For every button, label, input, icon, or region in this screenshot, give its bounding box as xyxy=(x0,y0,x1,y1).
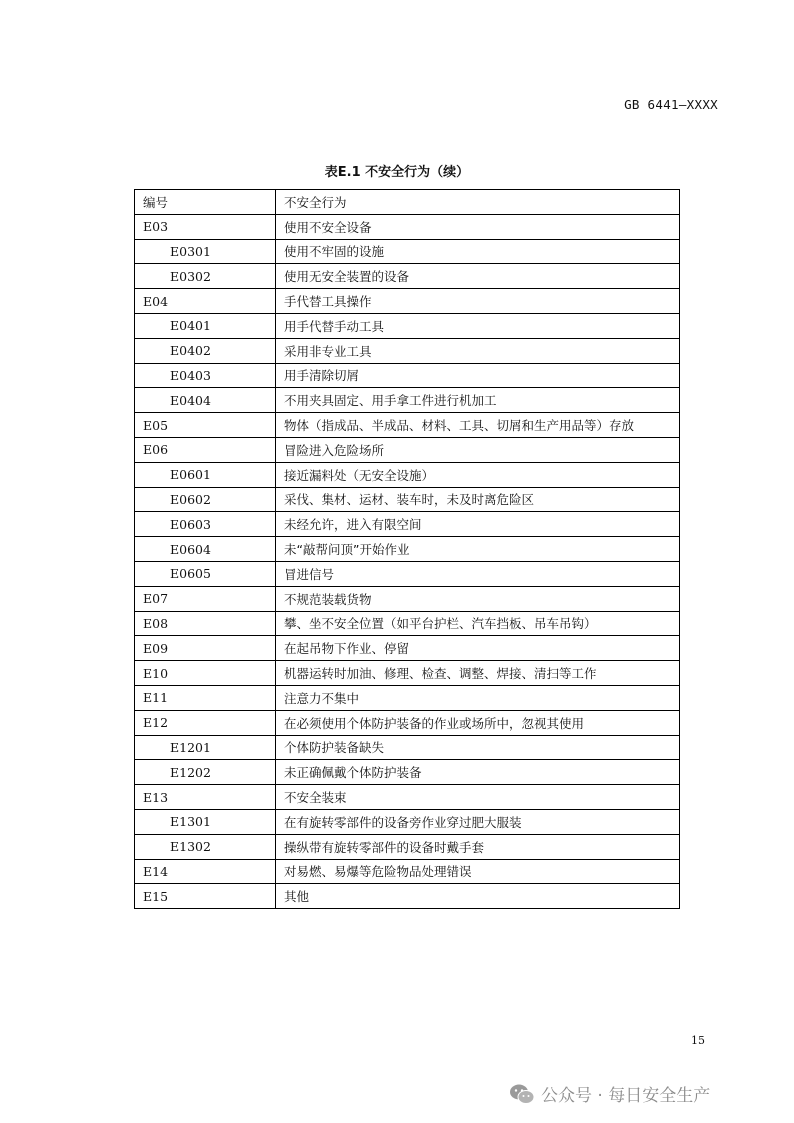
wechat-icon xyxy=(509,1083,535,1105)
row-code: E1201 xyxy=(135,735,276,760)
row-behavior: 在必须使用个体防护装备的作业或场所中，忽视其使用 xyxy=(276,710,680,735)
table-row xyxy=(135,785,680,810)
row-code: E0403 xyxy=(135,363,276,388)
row-behavior: 冒进信号 xyxy=(276,561,680,586)
row-behavior: 使用无安全装置的设备 xyxy=(276,264,680,289)
row-behavior: 使用不牢固的设施 xyxy=(276,239,680,264)
table-row xyxy=(135,239,680,264)
row-code: E1202 xyxy=(135,760,276,785)
table-row xyxy=(135,710,680,735)
row-code: E04 xyxy=(135,289,276,314)
row-code: E08 xyxy=(135,611,276,636)
table-row xyxy=(135,214,680,239)
row-code: E10 xyxy=(135,661,276,686)
row-code: E1302 xyxy=(135,834,276,859)
row-code: E0602 xyxy=(135,487,276,512)
row-behavior: 不规范装载货物 xyxy=(276,586,680,611)
row-behavior: 机器运转时加油、修理、检查、调整、焊接、清扫等工作 xyxy=(276,661,680,686)
table-row xyxy=(135,586,680,611)
row-behavior: 不用夹具固定、用手拿工件进行机加工 xyxy=(276,388,680,413)
table-row xyxy=(135,363,680,388)
table-row xyxy=(135,760,680,785)
table-caption: 表E.1 不安全行为（续） xyxy=(324,165,470,180)
row-behavior: 手代替工具操作 xyxy=(276,289,680,314)
row-code: E0605 xyxy=(135,561,276,586)
row-code: E0601 xyxy=(135,462,276,487)
table-row xyxy=(135,537,680,562)
row-behavior: 不安全装束 xyxy=(276,785,680,810)
table-row xyxy=(135,313,680,338)
table-row xyxy=(135,338,680,363)
row-code: E03 xyxy=(135,214,276,239)
table-row xyxy=(135,685,680,710)
row-behavior: 用手代替手动工具 xyxy=(276,313,680,338)
table-row xyxy=(135,735,680,760)
table-row xyxy=(135,388,680,413)
row-code: E0404 xyxy=(135,388,276,413)
row-code: E0301 xyxy=(135,239,276,264)
table-row xyxy=(135,462,680,487)
row-behavior: 未经允许，进入有限空间 xyxy=(276,512,680,537)
page-number: 15 xyxy=(691,1034,705,1047)
row-code: E15 xyxy=(135,884,276,909)
row-behavior: 其他 xyxy=(276,884,680,909)
row-behavior: 未“敲帮问顶”开始作业 xyxy=(276,537,680,562)
row-behavior: 注意力不集中 xyxy=(276,685,680,710)
column-header-code: 编号 xyxy=(135,190,276,215)
table-row xyxy=(135,413,680,438)
row-code: E12 xyxy=(135,710,276,735)
row-behavior: 接近漏料处（无安全设施） xyxy=(276,462,680,487)
row-code: E09 xyxy=(135,636,276,661)
row-code: E05 xyxy=(135,413,276,438)
row-code: E0302 xyxy=(135,264,276,289)
table-row xyxy=(135,561,680,586)
table-row xyxy=(135,487,680,512)
table-row xyxy=(135,859,680,884)
row-behavior: 对易燃、易爆等危险物品处理错误 xyxy=(276,859,680,884)
row-code: E0604 xyxy=(135,537,276,562)
table-row xyxy=(135,289,680,314)
row-behavior: 采用非专业工具 xyxy=(276,338,680,363)
row-behavior: 冒险进入危险场所 xyxy=(276,437,680,462)
table-row xyxy=(135,636,680,661)
row-behavior: 未正确佩戴个体防护装备 xyxy=(276,760,680,785)
row-behavior: 物体（指成品、半成品、材料、工具、切屑和生产用品等）存放 xyxy=(276,413,680,438)
table-row xyxy=(135,264,680,289)
watermark xyxy=(509,1081,710,1106)
table-row xyxy=(135,512,680,537)
table-row xyxy=(135,834,680,859)
column-header-behavior: 不安全行为 xyxy=(276,190,680,215)
standard-number: GB 6441—XXXX xyxy=(624,97,718,112)
table-row xyxy=(135,884,680,909)
row-behavior: 个体防护装备缺失 xyxy=(276,735,680,760)
table-row xyxy=(135,661,680,686)
watermark-text: 公众号 · 每日安全生产 xyxy=(541,1086,711,1106)
row-behavior: 操纵带有旋转零部件的设备时戴手套 xyxy=(276,834,680,859)
row-code: E1301 xyxy=(135,809,276,834)
row-code: E0401 xyxy=(135,313,276,338)
table-row xyxy=(135,809,680,834)
row-code: E14 xyxy=(135,859,276,884)
table-header-row xyxy=(135,190,680,215)
row-code: E07 xyxy=(135,586,276,611)
unsafe-behavior-table xyxy=(134,189,680,909)
table-row xyxy=(135,611,680,636)
row-behavior: 用手清除切屑 xyxy=(276,363,680,388)
row-code: E0603 xyxy=(135,512,276,537)
row-behavior: 在起吊物下作业、停留 xyxy=(276,636,680,661)
row-behavior: 攀、坐不安全位置（如平台护栏、汽车挡板、吊车吊钩） xyxy=(276,611,680,636)
row-behavior: 采伐、集材、运材、装车时，未及时离危险区 xyxy=(276,487,680,512)
row-behavior: 使用不安全设备 xyxy=(276,214,680,239)
row-code: E0402 xyxy=(135,338,276,363)
table-row xyxy=(135,437,680,462)
row-code: E11 xyxy=(135,685,276,710)
row-behavior: 在有旋转零部件的设备旁作业穿过肥大服装 xyxy=(276,809,680,834)
row-code: E06 xyxy=(135,437,276,462)
row-code: E13 xyxy=(135,785,276,810)
